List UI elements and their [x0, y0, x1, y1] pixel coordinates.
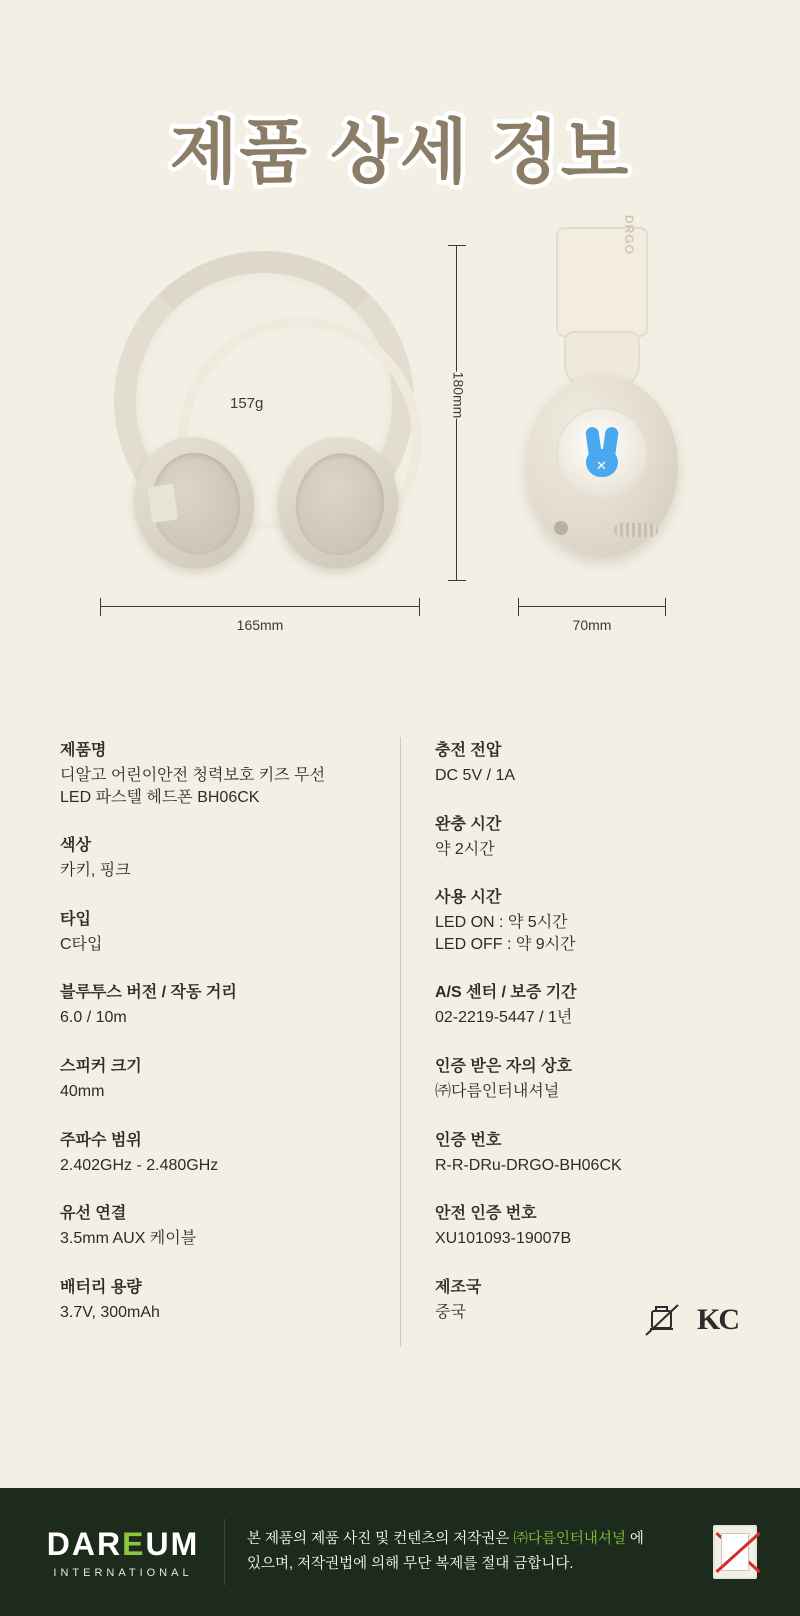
spec-item	[60, 1053, 376, 1103]
spec-label: 블루투스 버전 / 작동 거리	[60, 984, 237, 1002]
spec-value: 2.402GHz - 2.480GHz	[60, 1156, 219, 1174]
earcup-side	[526, 375, 678, 557]
earpad-right	[289, 448, 390, 561]
footer-brand-suffix: UM	[145, 1525, 200, 1562]
footer-notice-text-a: 본 제품의 제품 사진 및 컨텐츠의 저작권은	[247, 1531, 514, 1548]
kc-mark-icon: KC	[697, 1303, 738, 1337]
footer-notice-line-2: 있으며, 저작권법에 의해 무단 복제를 절대 금합니다.	[247, 1556, 574, 1572]
spec-label: A/S 센터 / 보증 기간	[435, 984, 577, 1002]
weee-icon	[641, 1299, 683, 1341]
spec-item	[60, 1127, 376, 1177]
spec-column-right	[400, 737, 740, 1347]
footer-notice-company: ㈜다름인터내셔널	[513, 1531, 626, 1548]
footer-icon-wrap	[698, 1525, 772, 1579]
ruler-cap-top	[448, 245, 466, 246]
spec-item	[60, 979, 376, 1029]
bunny-face-x: ✕	[596, 458, 607, 473]
spec-item	[60, 832, 376, 882]
speaker-grill	[614, 523, 658, 537]
spec-item	[435, 884, 716, 955]
spec-value: 약 2시간	[435, 840, 495, 858]
spec-value: 02-2219-5447 / 1년	[435, 1009, 573, 1027]
spec-item	[60, 906, 376, 956]
spec-item	[435, 1127, 716, 1177]
spec-label: 완충 시간	[435, 815, 502, 833]
spec-label: 주파수 범위	[60, 1131, 142, 1149]
specifications	[0, 737, 800, 1347]
aux-port-icon	[554, 521, 568, 535]
footer-notice-text-b: 에	[625, 1531, 644, 1548]
dimension-height-ruler	[447, 245, 467, 581]
ruler-line-horizontal-2	[518, 606, 666, 607]
headband-arm	[556, 215, 648, 337]
spec-value: R-R-DRu-DRGO-BH06CK	[435, 1156, 622, 1174]
no-copy-sheet	[721, 1533, 749, 1571]
spec-label: 제조국	[435, 1278, 482, 1296]
spec-column-left	[60, 737, 400, 1347]
page-title-wrap	[0, 0, 800, 197]
spec-label: 충전 전압	[435, 742, 502, 759]
spec-value: 카키, 핑크	[60, 862, 131, 880]
spec-item	[435, 1200, 716, 1250]
spec-label: 스피커 크기	[60, 1057, 142, 1075]
spec-value: 3.7V, 300mAh	[60, 1303, 160, 1321]
footer	[0, 1488, 800, 1616]
spec-value	[60, 765, 376, 808]
bunny-glyph	[580, 427, 624, 479]
ruler-line-horizontal	[100, 606, 420, 607]
earpad-left	[145, 447, 246, 560]
headphone-side-view	[512, 215, 692, 617]
dimension-depth-ruler	[518, 597, 666, 633]
page-title: 제품 상세 정보	[169, 113, 631, 191]
spec-label: 사용 시간	[435, 889, 502, 907]
footer-brand-accent: E	[122, 1525, 146, 1562]
spec-value: C타입	[60, 935, 103, 953]
footer-divider	[224, 1519, 225, 1585]
spec-value: XU101093-19007B	[435, 1230, 572, 1248]
ruler-cap-left	[100, 598, 101, 616]
spec-value: 중국	[435, 1303, 466, 1321]
spec-value-line2: LED OFF : 약 9시간	[435, 935, 576, 953]
ruler-cap-right	[419, 598, 420, 616]
spec-item	[60, 737, 376, 808]
spec-label: 타입	[60, 910, 91, 928]
spec-item	[435, 737, 716, 787]
dimension-height-label: 180mm	[450, 371, 467, 419]
spec-value-line1: 디알고 어린이안전 청력보호 키즈 무선	[60, 767, 326, 784]
brand-mark: DRGO	[622, 215, 636, 255]
dimension-depth-label: 70mm	[572, 617, 612, 633]
spec-item	[435, 1053, 716, 1103]
no-copy-icon	[713, 1525, 757, 1579]
footer-brand-subtitle: INTERNATIONAL	[53, 1566, 193, 1579]
spec-label: 배터리 용량	[60, 1278, 142, 1296]
footer-notice-line-1	[247, 1527, 698, 1552]
footer-brand	[28, 1526, 218, 1563]
certification-marks	[641, 1299, 738, 1341]
spec-value: ㈜다름인터내셔널	[435, 1082, 560, 1100]
spec-item	[435, 979, 716, 1029]
dimension-width-ruler	[100, 597, 420, 633]
spec-value: DC 5V / 1A	[435, 767, 516, 784]
spec-item	[435, 811, 716, 861]
weight-label: 157g	[230, 395, 264, 412]
dimension-width-label: 165mm	[236, 617, 284, 633]
product-image-area	[0, 215, 800, 657]
footer-brand-prefix: DAR	[46, 1525, 123, 1562]
spec-label: 제품명	[60, 742, 107, 759]
ruler-cap-left-2	[518, 598, 519, 616]
headphone-front-view	[100, 237, 430, 597]
spec-value: 40mm	[60, 1082, 105, 1100]
spec-label: 안전 인증 번호	[435, 1205, 537, 1223]
spec-value-line1: LED ON : 약 5시간	[435, 914, 568, 932]
spec-label: 색상	[60, 837, 91, 855]
led-bunny-icon	[556, 407, 648, 499]
spec-label: 인증 받은 자의 상호	[435, 1057, 572, 1075]
footer-logo	[28, 1526, 218, 1579]
spec-label: 인증 번호	[435, 1131, 502, 1149]
spec-value	[435, 912, 716, 955]
spec-label: 유선 연결	[60, 1205, 127, 1223]
spec-value: 6.0 / 10m	[60, 1009, 127, 1027]
ruler-cap-bottom	[448, 580, 466, 581]
spec-item	[60, 1274, 376, 1324]
spec-value: 3.5mm AUX 케이블	[60, 1230, 197, 1248]
spec-item	[60, 1200, 376, 1250]
footer-copyright-notice	[247, 1527, 698, 1576]
spec-value-line2: LED 파스텔 헤드폰 BH06CK	[60, 788, 260, 806]
ruler-cap-right-2	[665, 598, 666, 616]
